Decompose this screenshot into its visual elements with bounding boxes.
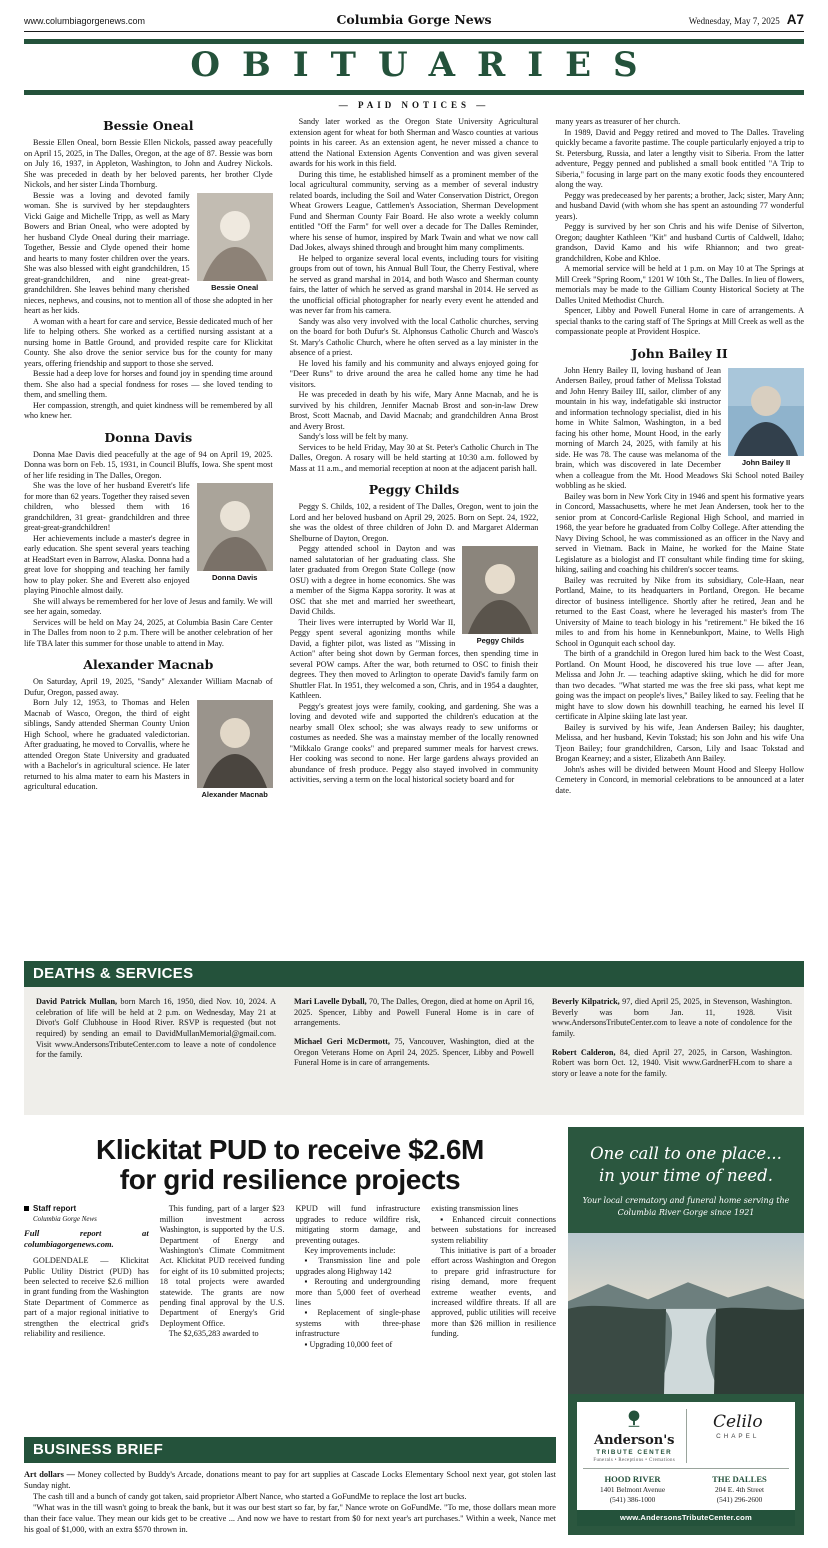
death-notice: [36, 997, 276, 1061]
obit-text-peggy-continued: [555, 117, 804, 338]
deceased-name: David Patrick Mullan,: [36, 997, 118, 1007]
ad-tagline: [568, 1127, 804, 1225]
death-notice-text: 70, The Dalles, Oregon, died at home on April 16, 2025. Spencer, Libby and Powell Funeral Home is in care of arrangements.: [294, 997, 535, 1028]
deaths-services-body: [24, 987, 804, 1115]
obit-photo-donna: [197, 483, 273, 583]
obituary-john-bailey: [555, 338, 804, 797]
bullet-square-icon: [24, 1206, 29, 1211]
portrait-photo: [728, 368, 804, 456]
paragraph: This initiative is part of a broader effort across Washington and Oregon to prepare grid infrastructure for rising demand, more frequent extreme weather events, and increased wildfire threats. If all are approved, public utilities will receive more than $26 million in resilience funding.: [431, 1246, 556, 1339]
photo-caption: Donna Davis: [211, 573, 258, 583]
portrait-photo: [197, 193, 273, 281]
obit-text: [290, 502, 539, 544]
pud-column-2: [160, 1204, 285, 1428]
location-address: 204 E. 4th Street: [714, 1485, 765, 1495]
masthead-page-number: A7: [786, 12, 804, 27]
gorge-photo: [568, 1233, 804, 1394]
paragraph: Peggy S. Childs, 102, a resident of The Dalles, Oregon, went to join the Lord and her beloved husband on April 29, 2025. Born on Sept. 24, 1922, she was the oldest of three children of John D. and Margaret Alderman Shelburne of Dayton, Oregon.: [289, 502, 539, 543]
obit-column-1: [24, 117, 273, 953]
portrait-photo: [197, 700, 273, 788]
masthead: [24, 8, 804, 32]
business-brief-body: [24, 1463, 556, 1536]
location-name: HOOD RIVER: [604, 1474, 661, 1485]
location-the-dalles: [686, 1474, 793, 1504]
paragraph: Donna Mae Davis died peacefully at the age of 94 on April 19, 2025. Donna was born on Feb. 15, 1931, in Council Bluffs, Iowa. She spent most of her life residing in The Dalles, Oregon.: [24, 449, 273, 480]
masthead-date: Wednesday, May 7, 2025: [688, 16, 780, 26]
pud-text: [24, 1256, 149, 1339]
paragraph: Peggy is survived by her son Chris and his wife Denise of Silverton, Oregon; daughter Kathleen "Kit" and husband Curtis of Caldwell, Idaho; grandson, David Kamo and his wife Rhiannon; and two great-grandchildren, Kobe and Khloe.: [555, 222, 804, 263]
byline-label: Staff report: [33, 1204, 77, 1214]
tree-icon: [626, 1409, 642, 1428]
photo-caption: Bessie Oneal: [211, 282, 259, 292]
obit-heading: Alexander Macnab: [83, 657, 214, 673]
brand-andersons-tagline: Funerals • Receptions • Cremations: [593, 1458, 676, 1464]
location-name: THE DALLES: [712, 1474, 767, 1485]
paragraph: Sandy was also very involved with the local Catholic churches, serving on the board for both Dufur's St. Alphonsus Catholic Church and Wasco's St. Mary's Catholic Church, where he often served as a lay minister in the absence of a priest.: [289, 316, 539, 358]
ad-brand-card: [577, 1402, 795, 1526]
bottom-region: [24, 1127, 804, 1535]
paragraph: She will always be remembered for her love of Jesus and family. We will see her again, someday.: [24, 596, 273, 617]
byline: [24, 1204, 149, 1214]
pud-column-4: [431, 1204, 556, 1428]
paragraph: During this time, he established himself as a prominent member of the local agricultural community, serving as a member of several industry related boards, including the Soil and Water Conservation District, Oregon Wheat Growers League, Cattlemen's Association, Sherman Development Fund and Sherman County Fair Board. He also wrote a weekly column entitled "Off the Farm" for well over a decade for The Dalles Reminder, where his sense of humor, inspired by Mark Twain and what we now call Dad Jokes, always shined through and brought him many compliments.: [289, 169, 539, 253]
death-notice: [294, 1037, 534, 1069]
paragraph: The $2,635,283 awarded to: [168, 1329, 259, 1339]
paid-notices-label: — PAID NOTICES —: [338, 100, 490, 111]
death-notice-text: born March 16, 1950, died Nov. 10, 2024. A celebration of life will be held at 2 p.m. on Wednesday, May 21 at Divot's Golf Clubhouse in Hood River. RSVP is requested (but not required) by sending an email to DavidMullanMemorial@gmail.com. Visit www.AndersonsTributeCenter.com to leave a note of condolence for the family.: [36, 997, 276, 1060]
photo-caption: Peggy Childs: [476, 636, 525, 646]
gorge-landscape-graphic: [568, 1233, 804, 1394]
funeral-home-ad: [568, 1127, 804, 1535]
paragraph: Their lives were interrupted by World War II, Peggy spent several agonizing months while David, a fighter pilot, was listed as "Missing in Action" after being shot down by German forces, then spending time in several POW camps. After the war, both returned to OSC to finish their degrees. They then moved to Arlington to operate David's family farm on Shuttler Flat. In 1951, they welcomed a son, Chris, and in 1954 a daughter, Kathleen.: [289, 617, 539, 701]
paragraph: A memorial service will be held at 1 p.m. on May 10 at The Springs at Mill Creek "Spring Room," 1201 W 10th St., The Dalles. In lieu of flowers, memorials may be made to the Gilliam County Historical Society at The Dalles United Methodist Church.: [555, 264, 804, 305]
masthead-website: www.columbiagorgenews.com: [24, 16, 146, 26]
death-notice: [552, 1048, 792, 1080]
pud-headline-line2: for grid resilience projects: [119, 1163, 461, 1195]
paragraph: He was preceded in death by his wife, Mary Anne Macnab, and he is survived by his children, Jennifer Macnab Brost and son-in-law Drew Brost, Scott Macnab, and David Macnab; and grandchildren Anna Brost and Avery Brost.: [289, 390, 539, 431]
paragraph: Bessie was a loving and devoted family woman. She is survived by her stepdaughters Vicki Gaige and Michelle Tripp, as well as Mary Bowers and Brian Oneal, who were adopted by her husband Clyde Oneal during their marriage. Together, Bessie and Clyde opened their home and hearts to many foster children over the years. She was also blessed with eight grandchildren, 15 great-grandchildren, and nine great-great-grandchildren. She leaves behind many cherished nieces, nephews, and cousins, not to mention all of those she adopted in her heart as her kids.: [24, 190, 273, 316]
paragraph: existing transmission lines: [431, 1204, 519, 1214]
paragraph: She was the love of her husband Everett's life for more than 62 years. Together they raised seven children, who blessed them with 16 grandchildren, 31 great- grandchildren and three great-great-grandchildren!: [24, 481, 190, 533]
paragraph: The birth of a grandchild in Oregon lured him back to the West Coast, Portland. On Mount Hood, he discovered his true love — after Jean, Melissa and John Jr. — teaching adaptive skiing, which he did for more than two decades. "What started me was the free ski pass, what kept me going was the impact on people's lives," Bailey liked to say. Feeling that he might have to slow down his downhill teaching, he earned his level II certificate in Alpine skiing late last year.: [555, 649, 804, 722]
photo-caption: John Bailey II: [741, 457, 791, 467]
obit-text-macnab-continued: [290, 117, 539, 474]
brand-andersons-name: Anderson's: [594, 1433, 675, 1449]
paragraph: many years as treasurer of her church.: [555, 117, 681, 127]
obituary-bessie-oneal: [24, 117, 273, 422]
business-brief-lead-paragraph: [24, 1469, 556, 1491]
paragraph: Services to be held Friday, May 30 at St. Peter's Catholic Church in The Dalles, Oregon. A rosary will be held starting at 10:30 a.m. followed by Mass at 11 a.m., and memorial reception at noon at the adjacent parish hall.: [289, 442, 539, 473]
ad-tagline-line2: in your time of need.: [599, 1165, 773, 1185]
paragraph: Her achievements include a master's degree in early education. She spent several years teaching at HeadStart even in Barrow, Alaska. Donna had a great love for shopping and teaching her family how to play poker. She and Everett also enjoyed playing Pinochle almost daily.: [24, 533, 190, 596]
death-notice-text: 84, died April 27, 2025, in Carson, Washington. Robert was born Oct. 12, 1940. Visit www.GardnerFH.com to share a story or leave a note for the family.: [552, 1047, 792, 1079]
paragraph: Bessie Ellen Oneal, born Bessie Ellen Nickols, passed away peacefully on April 15, 2025, in The Dalles, Oregon, at the age of 87. Bessie was born on July 16, 1937, in Appleton, Washington, to John and Audrey Nickols. She was preceded in death by her beloved parents, her brother Clyde Nickols, and her sister Linda Thornburg.: [24, 138, 273, 190]
paragraph: Sandy later worked as the Oregon State University Agricultural extension agent for wheat for both Sherman and Wasco counties at various points in his career. As an extension agent, he never missed a chance to attend the National Extension Agents Convention and was given several awards for his work in this field.: [289, 117, 539, 169]
deaths-services-column-1: [36, 997, 276, 1109]
paragraph: ▪ Upgrading 10,000 feet of: [304, 1339, 393, 1349]
obit-photo-bessie: [197, 193, 273, 293]
paragraph: Key improvements include:: [304, 1246, 396, 1256]
obituary-alexander-macnab: [24, 649, 273, 803]
obituary-donna-davis: [24, 422, 273, 650]
obit-text: [24, 677, 273, 698]
deceased-name: Mari Lavelle Dyball,: [294, 997, 367, 1007]
obit-heading: Bessie Oneal: [103, 118, 194, 134]
business-brief-lead: Art dollars —: [24, 1469, 75, 1479]
pud-headline: [30, 1135, 550, 1194]
pud-column-3: [296, 1204, 421, 1428]
ad-tagline-line1: One call to one place...: [590, 1144, 782, 1164]
paragraph: Bailey was recruited by Nike from its subsidiary, Cole-Haan, near Portland, Maine, to its headquarters in Portland, Oregon. He became director of business intelligence. Shortly after he retired, Jean and he returned to the East Coast, where he leveraged his master's from The University of Maine to teach biology in his "retirement." He biked the 16 miles to and from his home in Kennebunkport, Maine, to Wells High School in Ogunquit each school day.: [555, 575, 804, 648]
paragraph: Bailey was born in New York City in 1946 and spent his formative years in Concord, Massachusetts, where he met Jean Andersen, took her to the senior prom at Concord-Carlisle Regional High School, and married in 1968, the year before he graduated from Colby College. After attending the Navy Diving School, he was commissioned as an officer in the Navy and served in Vietnam. Back in Maine, he worked for the Maine State Legislature as a biologist and IT consultant while finding time for skiing, hiking, sailing and coaching his children's soccer teams.: [555, 491, 804, 575]
obituary-peggy-childs: [290, 474, 539, 786]
paragraph: Born July 12, 1953, to Thomas and Helen Macnab of Wasco, Oregon, the third of eight siblings, Sandy attended Sherman County Union High School, where he graduated valedictorian. After graduating, he moved to Corvallis, where he attended Oregon State University and graduated with a Bachelor's in agricultural science. He later returned to his alma mater to earn his Masters in agricultural education.: [24, 698, 190, 792]
deaths-services-column-2: [294, 997, 534, 1109]
brand-celilo-type: CHAPEL: [716, 1433, 760, 1441]
obit-text: [24, 450, 273, 482]
death-notice-text: 75, Vancouver, Washington, died at the Oregon Veterans Home on April 24, 2025. Spencer, Libby and Powell Funeral Home is in care of arrangements.: [294, 1037, 535, 1068]
obituaries-grid: [24, 117, 804, 953]
deceased-name: Beverly Kilpatrick,: [552, 997, 620, 1007]
death-notice: [294, 997, 534, 1029]
brand-andersons-type: TRIBUTE CENTER: [596, 1449, 673, 1457]
obit-heading: John Bailey II: [631, 345, 728, 361]
paragraph: Services will be held on May 24, 2025, at Columbia Basin Care Center in The Dalles from noon to 2 p.m. There will be another celebration of her life TBA later this summer for those unable to attend in May.: [24, 617, 273, 648]
deaths-services-column-3: [552, 997, 792, 1109]
paragraph: He helped to organize several local events, including tours for visiting groups from out of town, his Annual Bull Tour, the Cherry Festival, where he served as grand marshal in 2014, and both Wasco and Sherman county fairs, the latter of which he served as grand marshal in 2014. He served as the unofficial official photographer for nearly every event he attended and was never far from his camera.: [289, 253, 539, 316]
paragraph: In 1989, David and Peggy retired and moved to The Dalles. Traveling quickly became a favorite pastime. The couple particularly enjoyed a trip to St. Petersburg, Russia, and later a lengthy visit to Siberia. From the latter adventure, Peggy penned and published a small book entitled "A Trip to Siberia," focusing in large part on the many exotic foods they encountered along the way.: [555, 127, 804, 190]
obit-column-3: [555, 117, 804, 953]
paragraph: "What was in the till wasn't going to break the bank, but it was our best start so far, by far," Nance wrote on GoFundMe. "To me, those dollars mean more than their face value. They mean our kids get to be creative ... And now we have to restart from $0 for next year's art purchases." Within a week, Nance met his goal of $1,000, with an extra $570 thrown in.: [24, 1502, 556, 1534]
obituaries-banner: [24, 39, 804, 95]
brand-celilo-name: Celilo: [712, 1412, 763, 1433]
paragraph: ▪ Transmission line and pole upgrades along Highway 142: [295, 1256, 421, 1276]
death-notice-text: 97, died April 25, 2025, in Stevenson, Washington. Beverly was born Jan. 11, 1928. Visit www.AndersonsTributeCenter.com to leave a note of condolence for the family.: [552, 997, 793, 1039]
deceased-name: Robert Calderon,: [552, 1047, 616, 1057]
paragraph: Her compassion, strength, and quiet kindness will be remembered by all who knew her.: [24, 400, 273, 421]
death-notice: [552, 997, 792, 1040]
ad-brands: [577, 1402, 795, 1468]
obit-heading: Peggy Childs: [368, 482, 460, 498]
paragraph: Spencer, Libby and Powell Funeral Home in care of arrangements. A special thanks to the caring staff of The Springs at Mill Creek as well as the compassionate people at Provident Hospice.: [555, 306, 804, 337]
paragraph: John Henry Bailey II, loving husband of Jean Andersen Bailey, proud father of Melissa Tokstad and John Henry Bailey III, sailor, climber of any mountain in his way, indefatigable ski instructor and information technology specialist, died in his home in White Salmon, Washington, in a bed facing his other home, Mount Hood, in the early morning of March 24, 2025, with family at his side. He was 78. The cause was melanoma of the brain, which was discovered in late December when a colleague from the Mt. Hood Meadows Ski School noted Bailey wobbling as he skied.: [555, 365, 804, 491]
business-brief-heading: BUSINESS BRIEF: [24, 1437, 556, 1463]
paragraph: ▪ Enhanced circuit connections between substations for increased system reliability: [431, 1214, 556, 1245]
ad-subtext: Your local crematory and funeral home serving the Columbia River Gorge since 1921: [582, 1195, 790, 1217]
business-brief-text: [24, 1491, 556, 1535]
business-brief-lead-text: Money collected by Buddy's Arcade, donations meant to pay for art supplies at Cascade Locks Elementary School next year, got stolen last Sunday night.: [24, 1469, 556, 1490]
pud-headline-line1: Klickitat PUD to receive $2.6M: [96, 1134, 484, 1166]
photo-caption: Alexander Macnab: [201, 790, 268, 800]
location-address: 1401 Belmont Avenue: [599, 1485, 666, 1495]
location-phone: (541) 296-2600: [716, 1495, 763, 1505]
paragraph: Bessie had a deep love for horses and found joy in spending time around them. She also had a special fondness for roses — she loved tending to them, and smelling them.: [24, 369, 273, 400]
paragraph: Sandy's loss will be felt by many.: [298, 432, 409, 442]
masthead-paper-name: Columbia Gorge News: [336, 12, 492, 27]
brand-andersons: [583, 1409, 686, 1463]
paragraph: ▪ Rerouting and undergrounding more than 5,000 feet of overhead lines: [295, 1277, 421, 1308]
obit-heading: Donna Davis: [104, 429, 193, 445]
portrait-photo: [197, 483, 273, 571]
brand-celilo: [686, 1409, 790, 1463]
masthead-dateline: [544, 12, 804, 27]
full-report-note: Full report at columbiagorgenews.com.: [24, 1228, 149, 1250]
paragraph: Peggy's greatest joys were family, cooking, and gardening. She was a loving and devoted wife and supported the children's education at the nearby small Olex school; she was always ready to sew uniforms or costumes as needed. She was a mainstay member of the locally renowned "Mikkalo Grange cooks" and prepared summer meals for harvest crews. Her cooking was second to none. Her large gardens always provided an abundance of fresh produce. Peggy also stayed involved in community activities, serving a term on the local historical society board and for: [289, 701, 539, 785]
location-hood-river: [579, 1474, 686, 1504]
paragraph: GOLDENDALE — Klickitat Public Utility District (PUD) has been selected to receive $2.6 million in grant funding from the Washington State Department of Commerce as part of a major regional initiative to strengthen the electrical grid's reliability and resilience.: [24, 1256, 149, 1339]
ad-website: www.AndersonsTributeCenter.com: [577, 1510, 795, 1526]
pud-column-1: [24, 1204, 149, 1428]
pud-article-columns: [24, 1204, 556, 1428]
paragraph: KPUD will fund infrastructure upgrades to reduce wildfire risk, mitigating storm damage, and preventing outages.: [295, 1204, 421, 1245]
paragraph: The cash till and a bunch of candy got taken, said proprietor Albert Nance, who started a GoFundMe to replace the lost art bucks.: [33, 1491, 467, 1501]
section-title: OBITUARIES: [190, 45, 660, 85]
obit-text: [24, 138, 273, 191]
portrait-photo: [462, 546, 538, 634]
obit-column-2: [290, 117, 539, 953]
deaths-services-heading: DEATHS & SERVICES: [24, 961, 804, 987]
paragraph: This funding, part of a larger $23 million investment across Washington, is supported by the U.S. Department of Energy and Washington's Climate Commitment Act. Klickitat PUD received funding for eight of its 10 submitted projects; 18 total projects were awarded statewide. The grants are now pending final approval by the U.S. Department of Energy's Grid Deployment Office.: [159, 1204, 285, 1328]
paragraph: John's ashes will be divided between Mount Hood and Sleepy Hollow Cemetery in Concord, in memorial celebrations to be announced at a later date.: [555, 764, 804, 795]
paragraph: He loved his family and his community and always enjoyed going for "Deer Runs" to drive around the area he called home any time he had visitors.: [289, 358, 539, 389]
paragraph: Peggy was predeceased by her parents; a brother, Jack; sister, Mary Ann; and husband David (with whom she has spent an astounding 77 wonderful years).: [555, 190, 804, 221]
obit-photo-macnab: [197, 700, 273, 800]
paragraph: Bailey is survived by his wife, Jean Andersen Bailey; his daughter, Melissa, and her husband, Kevin Tokstad; his son John and his wife Una Tjeon Bailey; four grandchildren, Carson, Lily and Isaac Tokstad and Brogan Kearney; and a sister, Elizabeth Ann Bailey.: [555, 722, 804, 764]
location-phone: (541) 386-1000: [609, 1495, 656, 1505]
obit-photo-peggy: [462, 546, 538, 646]
ad-locations: [577, 1469, 795, 1510]
obit-photo-bailey: [728, 368, 804, 468]
paragraph: A woman with a heart for care and service, Bessie dedicated much of her life to helping others. She worked as a certified nursing assistant at a nursing home in Battle Ground, and provided respite care for Klickitat County. She also drove the senior service bus for the county for many years, offering friendship and support to those she served.: [24, 316, 273, 368]
paragraph: Peggy attended school in Dayton and was named salutatorian of her graduating class. She later graduated from Oregon State College (now OSU) with a degree in home economics. She was a member of the Sigma Kappa sorority. It was at OSC that she met and married her sweetheart, David Childs.: [289, 544, 456, 617]
byline-source: Columbia Gorge News: [33, 1214, 97, 1223]
pud-article: [24, 1127, 556, 1535]
paragraph: On Saturday, April 19, 2025, "Sandy" Alexander William Macnab of Dufur, Oregon, passed away.: [24, 677, 273, 697]
paragraph: ▪ Replacement of single-phase systems with three-phase infrastructure: [295, 1308, 421, 1339]
deceased-name: Michael Geri McDermott,: [294, 1037, 390, 1047]
